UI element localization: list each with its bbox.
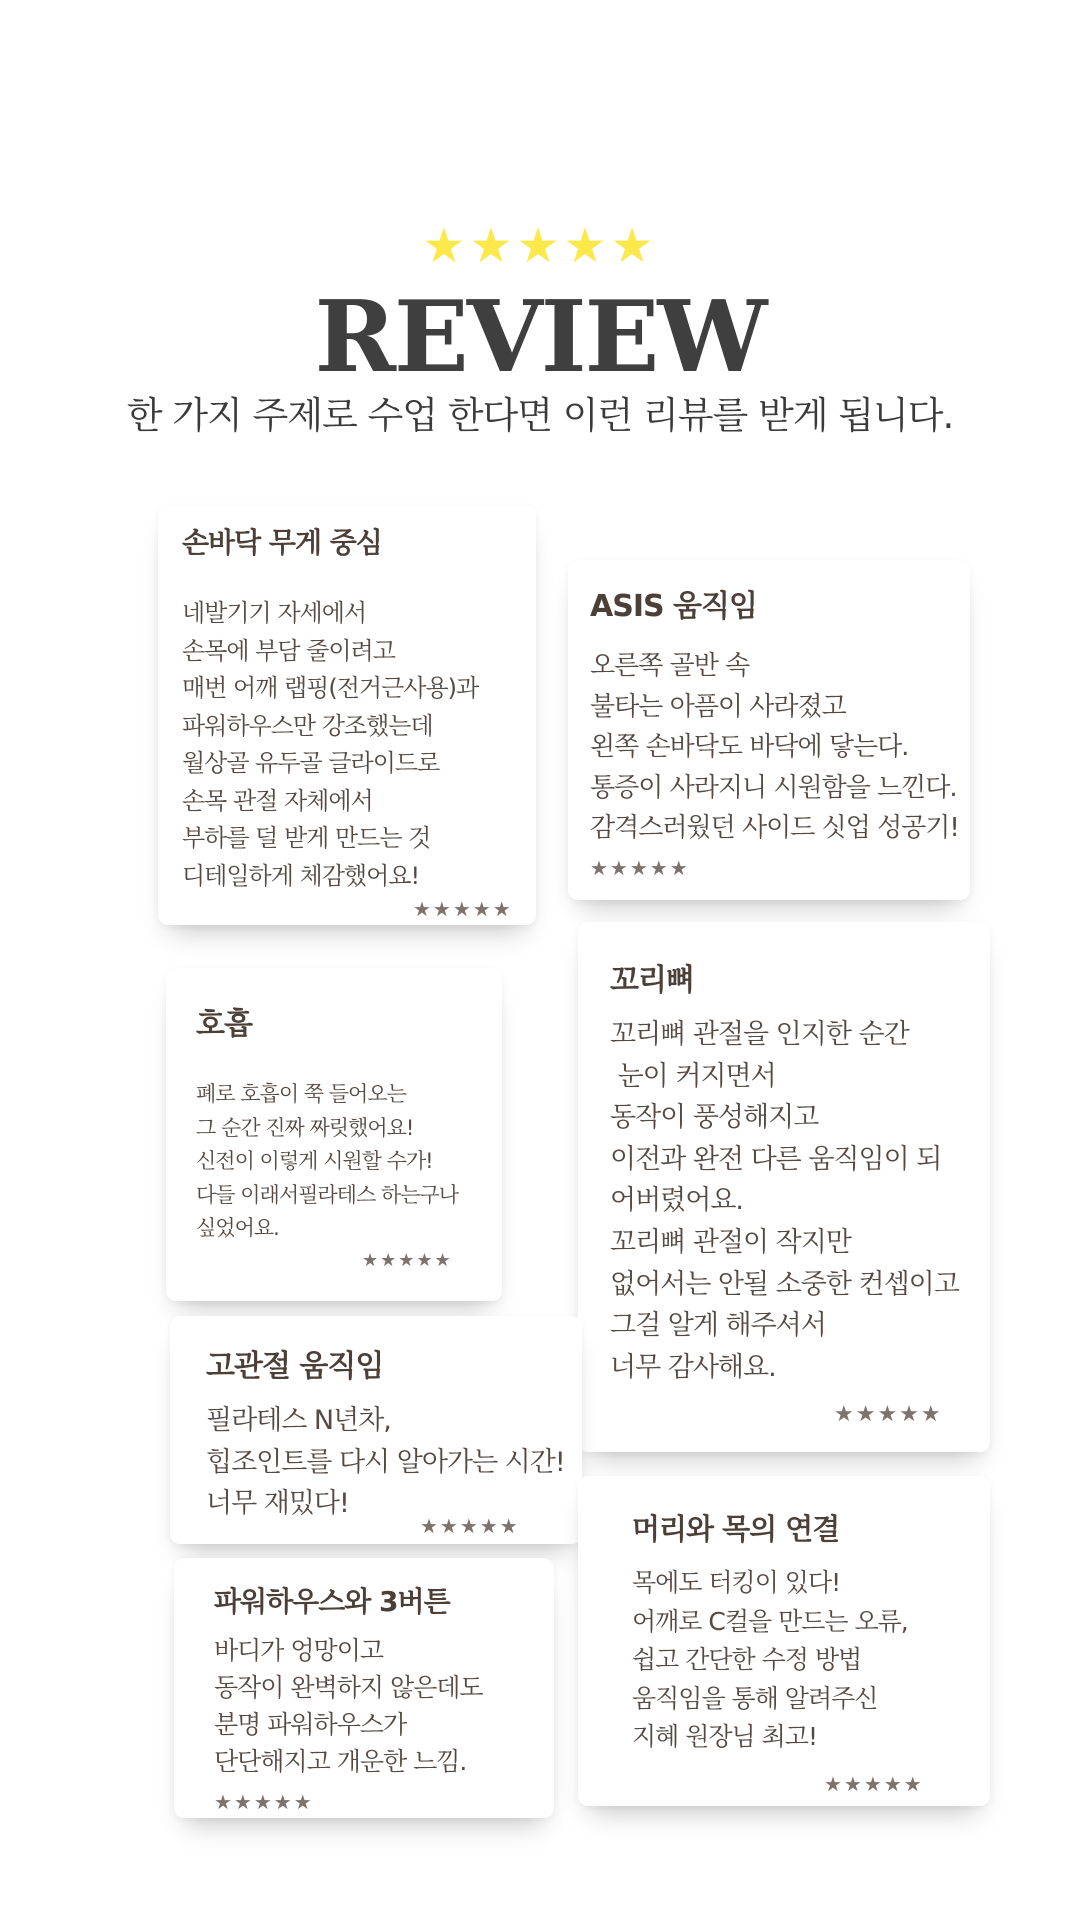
review-line: 네발기기 자세에서 [182,599,367,627]
review-card-asis [568,560,970,900]
review-line: 필라테스 N년차, [206,1405,391,1436]
review-line: 분명 파워하우스가 [214,1710,407,1739]
review-line: 신전이 이렇게 시원할 수가! [196,1149,433,1174]
review-line: 폐로 호흡이 쭉 들어오는 [196,1082,406,1106]
review-line: 불타는 아픔이 사라졌고 [590,691,846,722]
review-line: 바디가 엉망이고 [214,1636,383,1665]
review-line: 너무 감사해요. [610,1351,776,1383]
review-text [206,1400,565,1525]
review-line: 동작이 완벽하지 않은데도 [214,1673,483,1702]
review-rating-stars: ★★★★★ [834,1402,943,1427]
review-line: 눈이 커지면서 [610,1060,776,1092]
review-line: 손목에 부담 줄이려고 [182,636,395,665]
review-line: 단단해지고 개운한 느낌. [214,1747,467,1776]
review-card-palm-weight [158,505,536,925]
review-title: 호흡 [196,1007,252,1042]
review-line: 그걸 알게 해주셔서 [610,1310,826,1342]
review-line: 너무 재밌다! [206,1488,349,1519]
review-line: 통증이 사라지니 시원함을 느낀다. [590,772,957,803]
review-line: 꼬리뼈 관절을 인지한 순간 [610,1019,909,1050]
review-line: 오른쪽 골반 속 [590,651,750,681]
review-line: 이전과 완전 다른 움직임이 되 [610,1143,942,1175]
review-rating-stars: ★★★★★ [420,1514,520,1538]
review-text [610,1014,959,1388]
review-line: 다들 이래서필라테스 하는구나 [196,1182,459,1207]
review-card-tailbone [578,922,990,1452]
page-subtitle: 한 가지 주제로 수업 한다면 이런 리뷰를 받게 됩니다. [126,394,954,437]
review-title: 손바닥 무게 중심 [182,526,382,559]
review-rating-stars: ★★★★★ [413,897,513,921]
review-text [214,1632,483,1780]
review-rating-stars: ★★★★★ [214,1790,314,1814]
review-title: ASIS 움직임 [590,589,757,624]
review-text [632,1564,908,1757]
review-line: 어버렸어요. [610,1185,743,1217]
review-title: 머리와 목의 연결 [632,1512,840,1546]
review-line: 싶었어요. [196,1216,279,1241]
header-rating-stars: ★★★★★ [422,218,658,274]
review-line: 손목 관절 자체에서 [182,786,373,815]
review-rating-stars: ★★★★★ [362,1250,453,1271]
review-line: 쉽고 간단한 수정 방법 [632,1645,862,1674]
review-title: 꼬리뼈 [610,963,694,998]
review-line: 파워하우스만 강조했는데 [182,711,433,740]
review-line: 목에도 터킹이 있다! [632,1568,841,1597]
review-title: 고관절 움직임 [206,1349,384,1384]
review-line: 왼쪽 손바닥도 바닥에 닿는다. [590,732,909,762]
review-card-head-neck [578,1476,990,1806]
review-text [590,646,959,849]
review-line: 동작이 풍성해지고 [610,1102,819,1134]
review-rating-stars: ★★★★★ [824,1772,924,1796]
review-line: 힙조인트를 다시 알아가는 시간! [206,1446,565,1478]
review-rating-stars: ★★★★★ [590,856,690,880]
page-title: REVIEW [314,280,766,395]
review-line: 없어서는 안될 소중한 컨셉이고 [610,1268,959,1300]
review-text [196,1078,458,1246]
review-line: 지혜 원장님 최고! [632,1722,817,1751]
review-line: 감격스러웠던 사이드 싯업 성공기! [590,813,959,843]
review-line: 부하를 덜 받게 만드는 것 [182,824,431,852]
review-text [182,595,478,895]
review-line: 월상골 유두골 글라이드로 [182,749,440,777]
review-title: 파워하우스와 3버튼 [214,1585,450,1618]
review-card-breathing [166,968,502,1301]
review-line: 그 순간 진짜 짜릿했어요! [196,1115,414,1140]
review-line: 디테일하게 체감했어요! [182,861,420,890]
review-card-powerhouse [174,1558,554,1818]
review-card-hip-joint [170,1316,582,1544]
review-line: 매번 어깨 랩핑(전거근사용)과 [182,674,479,702]
review-line: 꼬리뼈 관절이 작지만 [610,1226,851,1258]
review-line: 어깨로 C컬을 만드는 오류, [632,1606,908,1636]
review-line: 움직임을 통해 알려주신 [632,1683,878,1713]
